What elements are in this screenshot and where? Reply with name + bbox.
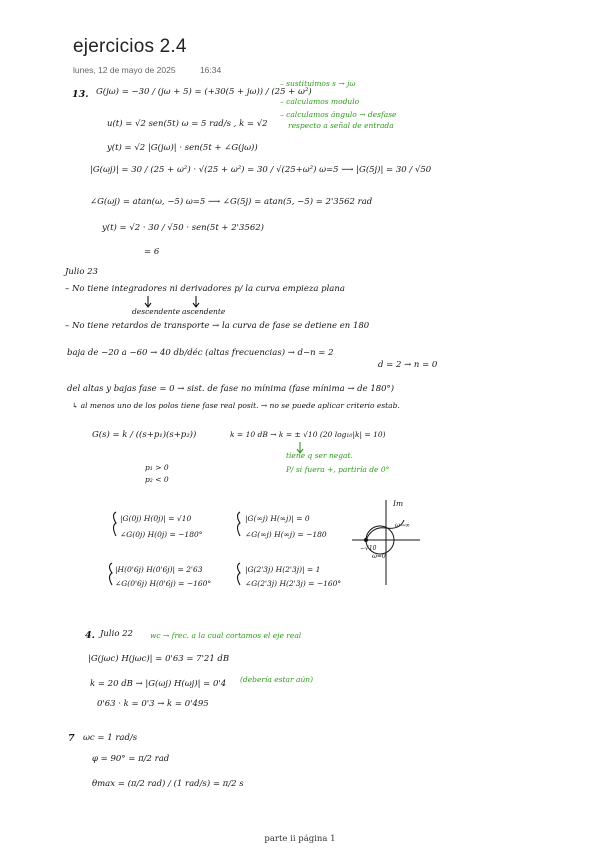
nyquist-sketch <box>352 500 420 585</box>
julio23-line-6: d = 2 → n = 0 <box>378 360 438 370</box>
page-time: 16:34 <box>199 65 222 75</box>
ex13-note-4: respecto a señal de entrada <box>288 121 394 130</box>
julio23-note-1: tiene q ser negat. <box>286 451 353 460</box>
arrow-ascendente <box>193 296 199 307</box>
exercise-4-heading: Julio 22 <box>100 629 133 639</box>
ex13-note-2: – calculamos modulo <box>280 97 360 106</box>
julio23-mod-06: |H(0'6j) H(0'6j)| = 2'63 <box>115 565 203 574</box>
ex13-line-2: u(t) = √2 sen(5t) ω = 5 rad/s , k = √2 <box>107 119 268 129</box>
julio23-arg-06: ∠G(0'6j) H(0'6j) = −160° <box>115 579 212 588</box>
nyquist-point <box>364 538 367 541</box>
exercise-4-number: 4. <box>85 630 95 641</box>
green-arrows <box>297 442 303 453</box>
nyquist-point-label-1: −√10 <box>360 545 377 552</box>
julio23-line-1: – No tiene integradores ni derivadores p/ la curva empieza plana <box>65 284 345 294</box>
julio23-arg-0: ∠G(0j) H(0j) = −180° <box>120 530 203 539</box>
julio23-arg-23: ∠G(2'3j) H(2'3j) = −160° <box>245 579 342 588</box>
ex13-line-1: G(jω) = −30 / (jω + 5) = (+30(5 + jω)) / (25 + ω²) <box>96 87 312 97</box>
ex4-line-2: k = 20 dB → |G(ωj) H(ωj)| = 0'4 <box>90 679 227 689</box>
julio23-transfer-fn: G(s) = k / ((s+p₁)(s+p₂)) <box>92 430 197 440</box>
nyquist-curve-label: ω→∞ <box>395 522 410 529</box>
julio23-p1: p₁ > 0 <box>145 463 169 472</box>
julio23-line-4: – No tiene retardos de transporte → la curva de fase se detiene en 180 <box>65 321 370 331</box>
ex13-line-6: y(t) = √2 · 30 / √50 · sen(5t + 2'3562) <box>102 223 264 233</box>
brace-mod-0 <box>114 512 117 536</box>
julio23-line-5: baja de −20 a −60 → 40 db/déc (altas frecuencias) → d−n = 2 <box>67 348 334 358</box>
julio23-line-8: ↳ al menos uno de los polos tiene fase real posit. → no se puede aplicar criterio estab. <box>72 401 400 410</box>
ex7-line-2: φ = 90° = π/2 rad <box>92 754 170 764</box>
julio23-heading: Julio 23 <box>65 267 98 277</box>
ex13-note-3: – calculamos ángulo → desfase <box>280 110 397 119</box>
ex13-note-1: – sustituimos s → jω <box>280 79 356 88</box>
brace-mod-06 <box>110 563 113 585</box>
ex13-line-3: y(t) = √2 |G(jω)| · sen(5t + ∠G(jω)) <box>107 143 258 153</box>
julio23-line-2: descendente <box>132 307 181 316</box>
brace-mod-inf <box>238 512 241 536</box>
julio23-p2: p₂ < 0 <box>145 475 169 484</box>
nyquist-im-label: Im <box>393 499 404 508</box>
page-date: lunes, 12 de mayo de 2025 <box>73 65 176 75</box>
page-title: ejercicios 2.4 <box>73 36 187 57</box>
green-arrow <box>297 442 303 453</box>
julio23-mod-inf: |G(∞j) H(∞j)| = 0 <box>245 514 310 523</box>
ex7-line-3: θmax = (π/2 rad) / (1 rad/s) = π/2 s <box>92 779 244 789</box>
ex7-line-1: ωc = 1 rad/s <box>83 733 138 743</box>
julio23-mod-0: |G(0j) H(0j)| = √10 <box>120 514 192 523</box>
ex4-line-3: 0'63 · k = 0'3 → k = 0'495 <box>97 699 209 709</box>
julio23-arg-inf: ∠G(∞j) H(∞j) = −180 <box>245 530 327 539</box>
exercise-7-number: 7 <box>68 733 75 744</box>
arrow-descendente <box>145 296 151 307</box>
julio23-mod-23: |G(2'3j) H(2'3j)| = 1 <box>245 565 321 574</box>
julio23-gain: k = 10 dB → k = ± √10 (20 log₁₀|k| = 10) <box>230 430 386 439</box>
ex4-line-1: |G(jωc) H(jωc)| = 0'63 = 7'21 dB <box>88 654 230 664</box>
ex13-line-5: ∠G(ωj) = atan(ω, −5) ω=5 ⟶ ∠G(5j) = atan(5, −5) = 2'3562 rad <box>90 197 373 207</box>
ex13-line-4: |G(ωj)| = 30 / (25 + ω²) · √(25 + ω²) = 30 / √(25+ω²) ω=5 ⟶ |G(5j)| = 30 / √50 <box>90 165 432 175</box>
page-footer: parte ii página 1 <box>264 834 336 844</box>
julio23-line-3: ascendente <box>182 307 226 316</box>
ex4-note: wc → frec. a la cual cortamos el eje real <box>150 631 302 640</box>
ex13-line-7: = 6 <box>144 247 160 257</box>
nyquist-point-label-2: ω=0 <box>372 553 386 560</box>
julio23-line-7: del altas y bajas fase = 0 → sist. de fase no mínima (fase mínima → de 180°) <box>67 384 395 394</box>
exercise-13-number: 13. <box>72 89 89 100</box>
julio23-note-2: P/ si fuera +, partiría de 0° <box>286 465 390 474</box>
brace-mod-23 <box>238 563 241 585</box>
ex4-side-note: (debería estar aún) <box>240 675 314 684</box>
